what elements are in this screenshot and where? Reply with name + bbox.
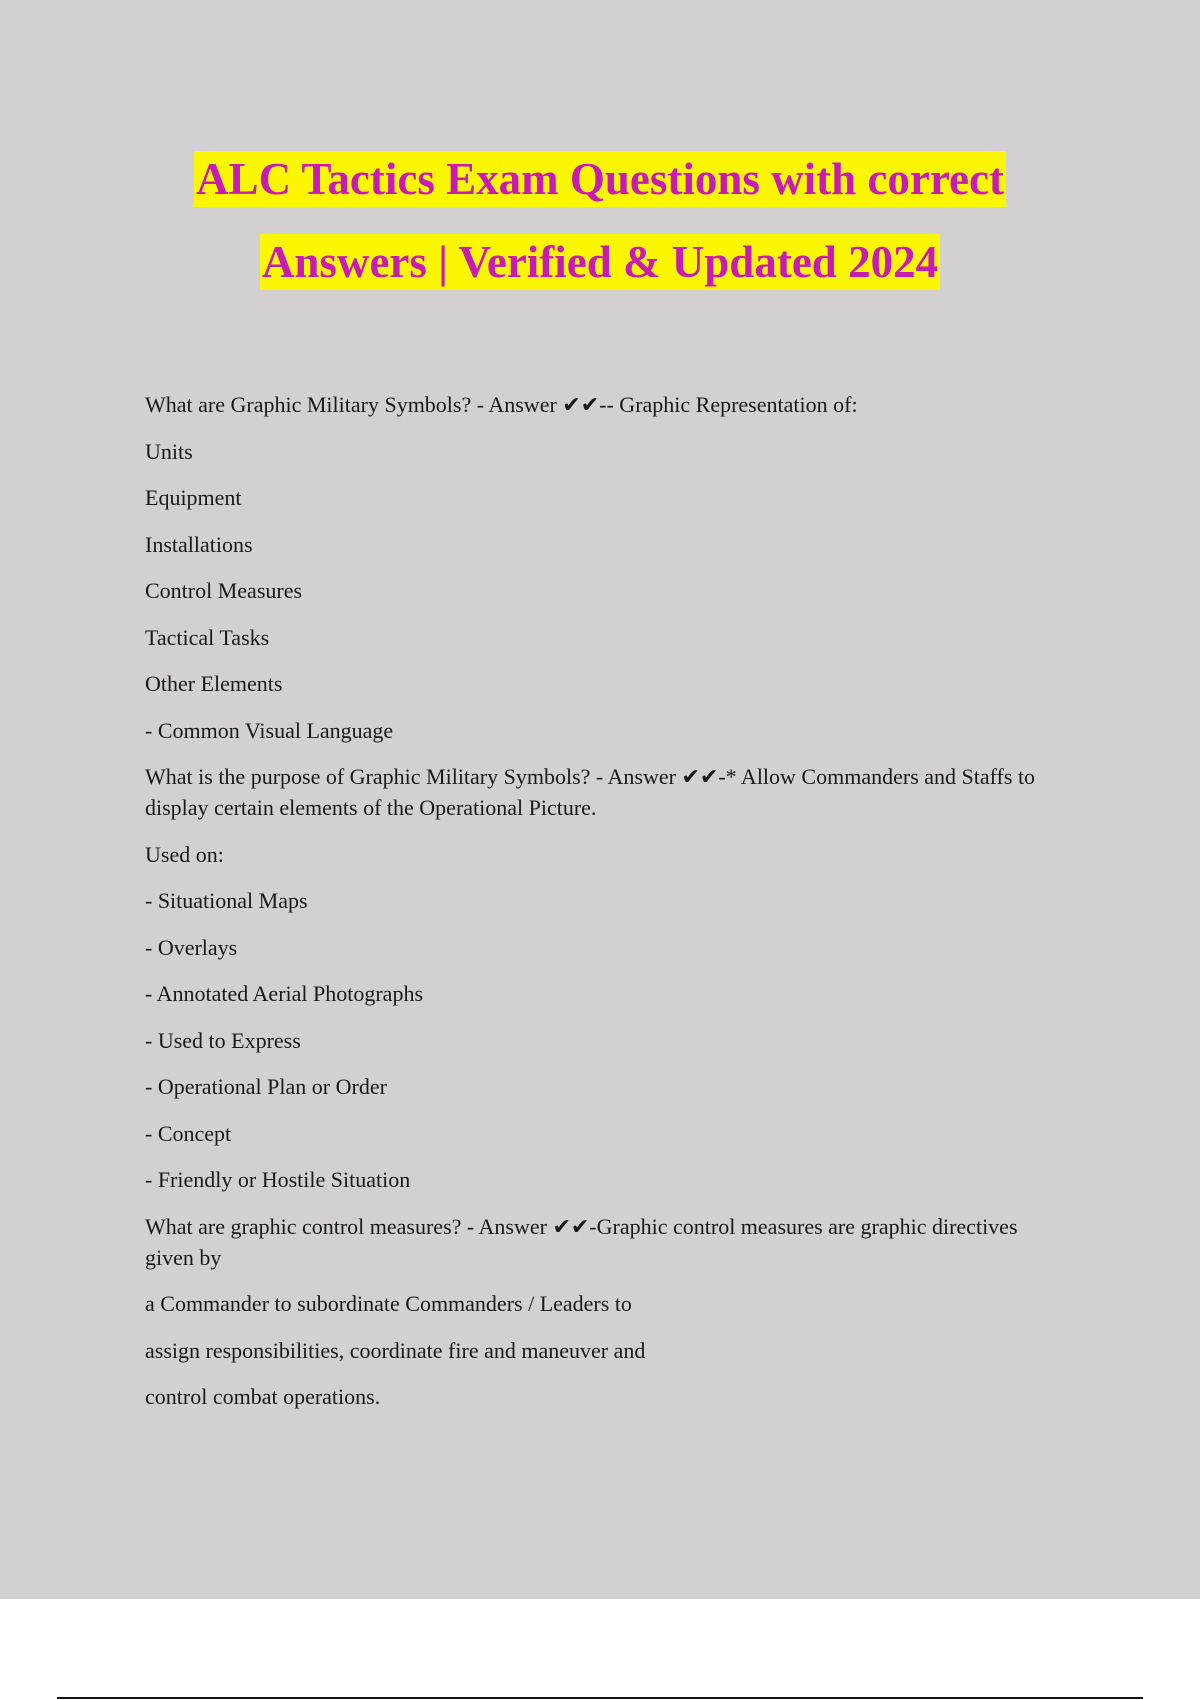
answer-line: Installations	[145, 531, 253, 557]
answer-line: - Friendly or Hostile Situation	[145, 1167, 411, 1192]
answer-line: - Used to Express	[145, 1027, 301, 1053]
answer-line: - Common Visual Language	[145, 717, 394, 743]
answer-line: - Annotated Aerial Photographs	[145, 981, 424, 1006]
title-line-2: Answers | Verified & Updated 2024	[260, 234, 940, 290]
title-line-1: ALC Tactics Exam Questions with correct	[194, 151, 1006, 207]
answer-line: Used on:	[145, 841, 224, 867]
question-3: What are graphic control measures? - Answer ✔✔-Graphic control measures are graphic directives given by	[145, 1213, 1018, 1270]
answer-line: a Commander to subordinate Commanders / Leaders to	[145, 1291, 632, 1316]
answer-line: Equipment	[145, 485, 242, 510]
answer-line: Other Elements	[145, 671, 283, 696]
answer-line: - Situational Maps	[145, 888, 308, 913]
document-title	[0, 138, 1200, 304]
answer-line: - Overlays	[145, 934, 238, 960]
answer-line: assign responsibilities, coordinate fire and maneuver and	[145, 1337, 646, 1363]
answer-line: Tactical Tasks	[145, 624, 270, 650]
answer-line: - Operational Plan or Order	[145, 1074, 387, 1099]
answer-line: - Concept	[145, 1120, 232, 1146]
document-body	[145, 389, 1065, 1412]
answer-line: control combat operations.	[145, 1384, 381, 1409]
footer-divider	[57, 1697, 1143, 1699]
answer-line: Units	[145, 438, 193, 464]
answer-line: Control Measures	[145, 578, 303, 603]
question-2: What is the purpose of Graphic Military Symbols? - Answer ✔✔-* Allow Commanders and Staffs to display certain elements of the Operational Picture.	[145, 764, 1036, 820]
question-1: What are Graphic Military Symbols? - Answer ✔✔-- Graphic Representation of:	[145, 392, 858, 417]
